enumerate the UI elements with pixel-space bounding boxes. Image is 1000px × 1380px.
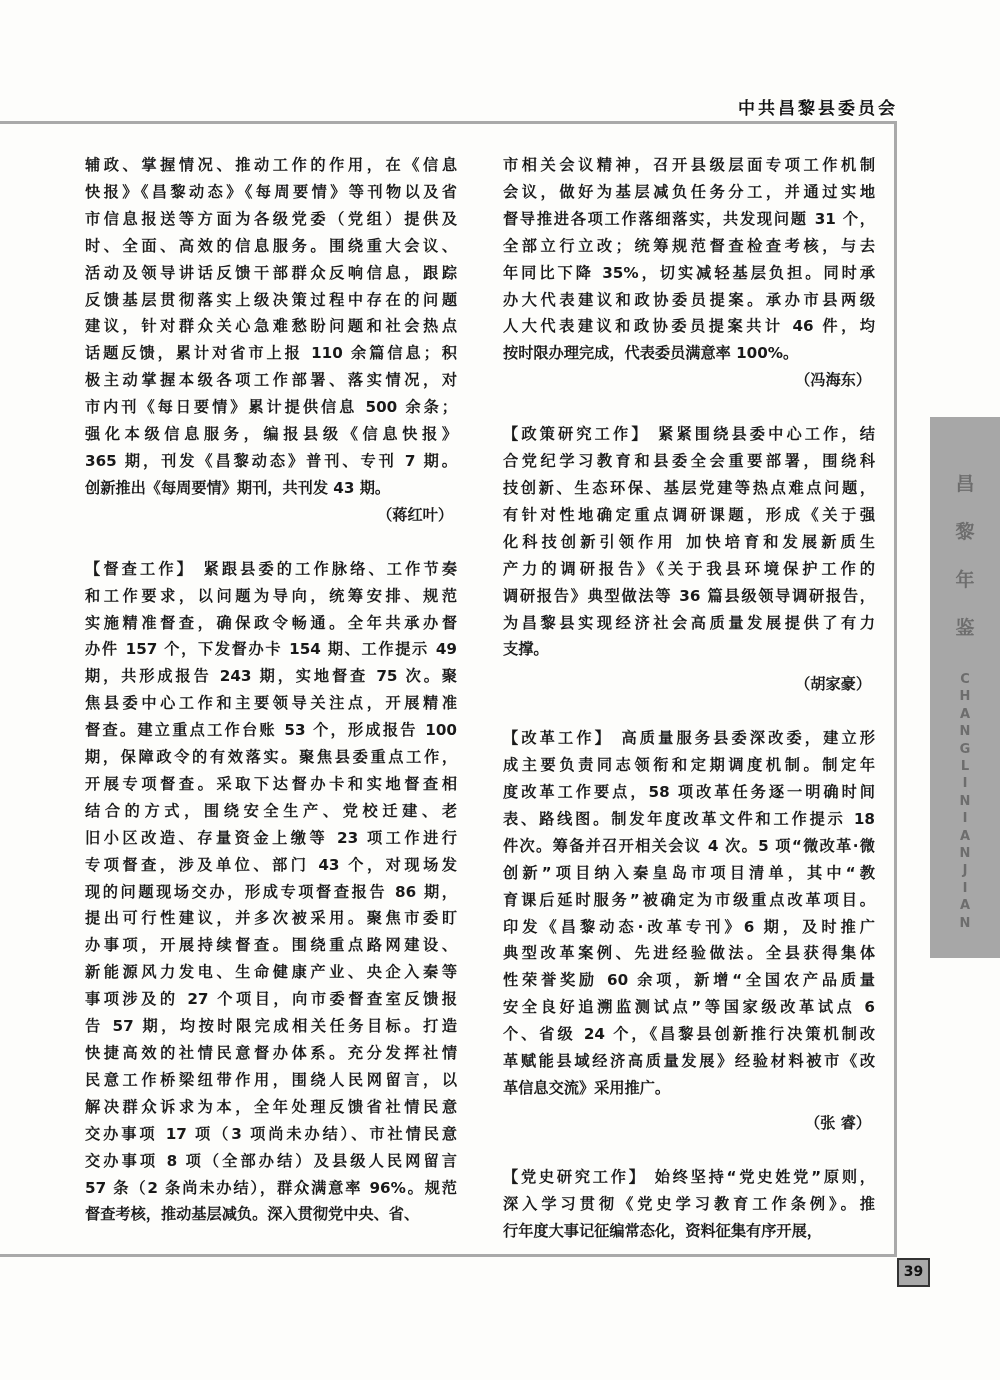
text-line: 办大代表建议和政协委员提案。承办市县两级 xyxy=(503,290,875,309)
text-line: 交办事项 17 项（3 项尚未办结）、市社情民意 xyxy=(85,1124,457,1143)
author-credit: （张 睿） xyxy=(804,1113,871,1132)
pinyin-letter: N xyxy=(959,793,971,809)
text-line: 实施精准督查，确保政令畅通。全年共承办督 xyxy=(85,613,457,632)
text-line: 和工作要求，以问题为导向，统筹安排、规范 xyxy=(85,586,457,605)
text-line: 开展专项督查。采取下达督办卡和实地督查相 xyxy=(85,774,457,793)
text-line: 强化本级信息服务，编报县级《信息快报》 xyxy=(85,425,457,444)
author-credit: （冯海东） xyxy=(795,371,871,390)
text-fragment: 高质量服务县委深改委，建立形 xyxy=(613,729,875,748)
text-line: 反馈基层贯彻落实上级决策过程中存在的问题 xyxy=(85,290,457,309)
text-line: 快捷高效的社情民意督办体系。充分发挥社情 xyxy=(85,1044,457,1062)
paragraph-info-service xyxy=(85,152,457,502)
text-line: 安全良好追溯监测试点”等国家级改革试点 6 xyxy=(503,998,875,1017)
text-line: 按时限办理完成，代表委员满意率 100%。 xyxy=(503,344,799,363)
pinyin-letter: I xyxy=(962,880,968,896)
text-line: 化科技创新引领作用 加快培育和发展新质生 xyxy=(503,532,875,551)
text-line: 活动及领导讲话反馈干部群众反响信息，跟踪 xyxy=(85,263,457,282)
section-title: 【政策研究工作】 xyxy=(503,425,650,444)
text-line: 度改革工作要点，58 项改革任务逐一明确时间 xyxy=(503,783,875,802)
text-line: 支撑。 xyxy=(503,640,549,659)
text-line: 件次。筹备并召开相关会议 4 次。5 项“微改革·微 xyxy=(503,836,875,855)
text-line: 调研报告》典型做法等 36 篇县级领导调研报告， xyxy=(503,586,875,605)
text-line: 年同比下降 35%，切实减轻基层负担。同时承 xyxy=(503,263,875,282)
text-line: 个、省级 24 个，《昌黎县创新推行决策机制改 xyxy=(503,1025,875,1044)
frame-bottom-rule xyxy=(0,1254,897,1257)
text-line: 表、路线图。制发年度改革文件和工作提示 18 xyxy=(503,809,875,828)
text-line: 交办事项 8 项（全部办结）及县级人民网留言 xyxy=(85,1151,457,1170)
text-line: 话题反馈，累计对省市上报 110 余篇信息；积 xyxy=(85,344,457,363)
text-line: 提出可行性建议，并多次被采用。聚焦市委盯 xyxy=(85,909,457,928)
section-reform xyxy=(503,725,875,1102)
pinyin-letter: H xyxy=(959,689,971,705)
text-line: 365 期，刊发《昌黎动态》普刊、专刊 7 期。 xyxy=(85,451,457,470)
pinyin-letter: C xyxy=(960,672,970,687)
text-line xyxy=(503,421,875,448)
text-line: 督查考核，推动基层减负。深入贯彻党中央、省、 xyxy=(85,1205,420,1224)
text-line: 印发《昌黎动态·改革专刊》6 期，及时推广 xyxy=(503,917,875,936)
side-tab-pinyin xyxy=(930,671,1000,932)
text-line: 旧小区改造、存量资金上缴等 23 项工作进行 xyxy=(85,828,457,847)
section-policy-research xyxy=(503,421,875,663)
text-line: 专项督查，涉及单位、部门 43 个，对现场发 xyxy=(85,855,457,874)
side-tab-char: 鉴 xyxy=(955,617,975,639)
text-line: 产力的调研报告》《关于我县环境保护工作的 xyxy=(503,559,875,578)
text-line: 创新”项目纳入秦皇岛市项目清单，其中“教 xyxy=(503,863,875,882)
text-line xyxy=(85,556,457,583)
section-supervision xyxy=(85,556,457,1229)
text-line: 事项涉及的 27 个项目，向市委督查室反馈报 xyxy=(85,990,457,1009)
side-tab-yearbook xyxy=(930,417,1000,958)
pinyin-letter: A xyxy=(959,898,971,914)
author-credit: （蒋红叶） xyxy=(377,505,453,524)
text-line: 民意工作桥梁纽带作用，围绕人民网留言，以 xyxy=(85,1070,457,1089)
text-line: 时、全面、高效的信息服务。围绕重大会议、 xyxy=(85,236,457,255)
pinyin-letter: N xyxy=(959,724,971,740)
text-line: 督查。建立重点工作台账 53 个，形成报告 100 xyxy=(85,721,457,740)
text-line: 解决群众诉求为本，全年处理反馈省社情民意 xyxy=(85,1097,457,1116)
section-title: 【督查工作】 xyxy=(85,559,196,578)
text-line: 性荣誉奖励 60 余项，新增“全国农产品质量 xyxy=(503,971,875,990)
text-line: 全部立行立改；统筹规范督查检查考核，与去 xyxy=(503,236,875,255)
pinyin-letter: I xyxy=(962,811,968,827)
text-line: 督导推进各项工作落细落实，共发现问题 31 个， xyxy=(503,209,875,228)
text-line: 有针对性地确定重点调研课题，形成《关于强 xyxy=(503,505,875,524)
text-line: 辅政、掌握情况、推动工作的作用，在《信息 xyxy=(85,156,457,174)
pinyin-letter: L xyxy=(960,759,970,775)
left-column xyxy=(85,152,457,1228)
text-line: 期，共形成报告 243 期，实地督查 75 次。聚 xyxy=(85,667,457,686)
paragraph-burden-reduction xyxy=(503,152,875,367)
side-tab-char: 年 xyxy=(955,569,975,591)
page-number: 39 xyxy=(897,1258,930,1287)
frame-right-rule xyxy=(894,121,897,1257)
side-tab-char: 黎 xyxy=(955,521,975,543)
text-line: 技创新、生态环保、基层党建等热点难点问题， xyxy=(503,478,875,497)
right-column xyxy=(503,152,875,1245)
text-fragment: 紧紧围绕县委中心工作，结 xyxy=(649,425,875,444)
text-line: 革信息交流》采用推广。 xyxy=(503,1079,671,1097)
text-line: 建议，针对群众关心急难愁盼问题和社会热点 xyxy=(85,317,457,336)
text-line: 极主动掌握本级各项工作部署、落实情况，对 xyxy=(85,371,457,390)
text-line: 市内刊《每日要情》累计提供信息 500 余条； xyxy=(85,398,457,417)
pinyin-letter: A xyxy=(959,706,971,722)
text-line xyxy=(503,725,875,752)
text-line: 革赋能县域经济高质量发展》经验材料被市《改 xyxy=(503,1052,875,1071)
pinyin-letter: J xyxy=(962,863,968,879)
text-line: 办事项，开展持续督查。围绕重点路网建设、 xyxy=(85,936,457,955)
pinyin-letter: N xyxy=(959,846,971,862)
text-line: 焦县委中心工作和主要领导关注点，开展精准 xyxy=(85,694,457,713)
text-line: 办件 157 个，下发督办卡 154 期、工作提示 49 xyxy=(85,640,457,659)
text-line: 人大代表建议和政协委员提案共计 46 件，均 xyxy=(503,317,875,336)
side-tab-char: 昌 xyxy=(955,473,975,495)
text-line: 快报》《昌黎动态》《每周要情》等刊物以及省 xyxy=(85,182,457,201)
text-fragment: 始终坚持“党史姓党”原则， xyxy=(646,1167,875,1186)
text-line: 市信息报送等方面为各级党委（党组）提供及 xyxy=(85,209,457,228)
pinyin-letter: A xyxy=(959,828,971,844)
text-fragment: 紧跟县委的工作脉络、工作节奏 xyxy=(195,559,457,578)
text-line: 合党纪学习教育和县委全会重要部署，围绕科 xyxy=(503,452,875,471)
pinyin-letter: I xyxy=(962,776,968,792)
header-title: 中共昌黎县委员会 xyxy=(738,99,898,119)
text-line: 典型改革案例、先进经验做法。全县获得集体 xyxy=(503,944,875,963)
text-line: 57 条（2 条尚未办结），群众满意率 96%。规范 xyxy=(85,1178,457,1197)
text-line: 为昌黎县实现经济社会高质量发展提供了有力 xyxy=(503,613,875,632)
text-line: 市相关会议精神，召开县级层面专项工作机制 xyxy=(503,156,875,174)
section-title: 【党史研究工作】 xyxy=(503,1167,647,1186)
text-line: 成主要负责同志领衔和定期调度机制。制定年 xyxy=(503,756,875,775)
text-line: 结合的方式，围绕安全生产、党校迁建、老 xyxy=(85,801,457,820)
text-line: 创新推出《每周要情》期刊，共刊发 43 期。 xyxy=(85,478,391,497)
frame-top-rule xyxy=(0,121,897,124)
text-line: 新能源风力发电、生命健康产业、央企入秦等 xyxy=(85,963,457,982)
text-line: 现的问题现场交办，形成专项督查报告 86 期， xyxy=(85,882,457,901)
section-party-history xyxy=(503,1164,875,1245)
text-line: 期，保障政令的有效落实。聚焦县委重点工作， xyxy=(85,748,457,767)
pinyin-letter: G xyxy=(959,741,971,757)
text-line: 告 57 期，均按时限完成相关任务目标。打造 xyxy=(85,1017,457,1036)
author-credit: （胡家豪） xyxy=(795,675,871,694)
text-line: 行年度大事记征编常态化，资料征集有序开展， xyxy=(503,1221,822,1240)
pinyin-letter: N xyxy=(959,915,971,931)
text-line: 育课后延时服务”被确定为市级重点改革项目。 xyxy=(503,890,875,909)
text-line xyxy=(503,1164,875,1191)
text-line: 会议，做好为基层减负任务分工，并通过实地 xyxy=(503,182,875,201)
text-line: 深入学习贯彻《党史学习教育工作条例》。推 xyxy=(503,1194,875,1213)
section-title: 【改革工作】 xyxy=(503,729,614,748)
